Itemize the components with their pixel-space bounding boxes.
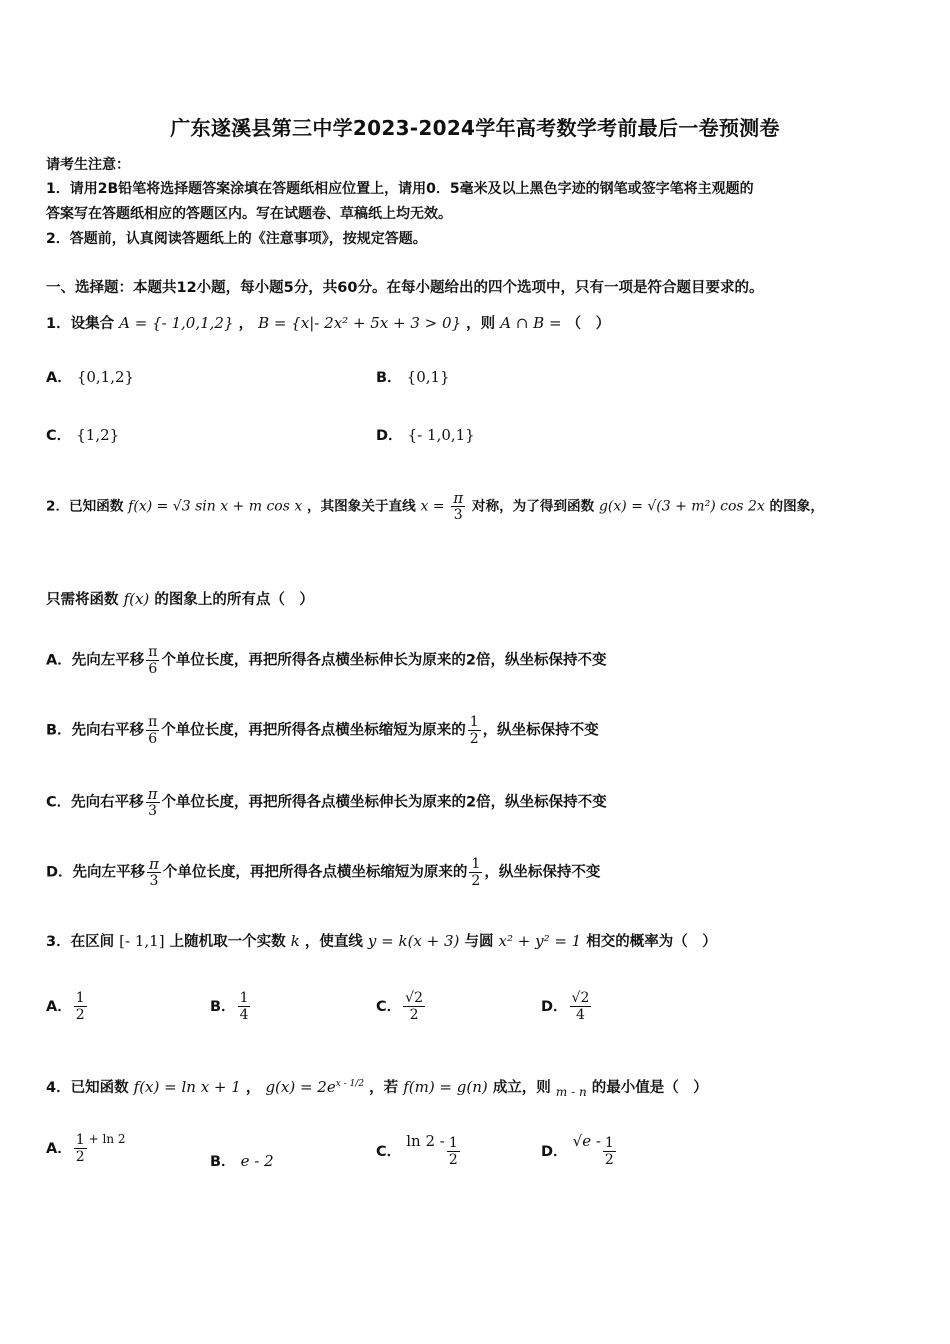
frac-num: π bbox=[147, 785, 158, 803]
notice-line-1a: 1．请用2B铅笔将选择题答案涂填在答题纸相应位置上，请用0．5毫米及以上黑色字迹的钢笔或签字笔将主观题的 bbox=[46, 181, 754, 197]
option-text: {1,2} bbox=[76, 426, 120, 444]
frac-den: 4 bbox=[239, 1007, 249, 1023]
q1-set-a: A = {- 1,0,1,2} bbox=[119, 314, 234, 332]
q2-three: 3 bbox=[453, 507, 463, 523]
q2-g: g(x) = √(3 + m²) cos 2x bbox=[598, 498, 765, 515]
frac-num: 1 bbox=[471, 856, 481, 872]
q1-end: （ ） bbox=[566, 316, 611, 332]
option-label: D． bbox=[46, 864, 73, 881]
q3-k: k bbox=[290, 932, 300, 950]
question-4 bbox=[46, 1076, 708, 1099]
frac-den: 3 bbox=[148, 803, 158, 819]
q2-option-c[interactable] bbox=[46, 786, 607, 819]
option-label: B． bbox=[46, 722, 72, 739]
option-text-a: 先向右平移 bbox=[71, 794, 144, 811]
q3-circle: x² + y² = 1 bbox=[498, 932, 582, 950]
question-2-line-2 bbox=[46, 588, 314, 609]
q4-m-minus-n: m - n bbox=[555, 1084, 587, 1099]
q4-option-d[interactable] bbox=[541, 1132, 618, 1168]
option-text-c: ，纵坐标保持不变 bbox=[482, 722, 599, 739]
q4-condition: f(m) = g(n) bbox=[403, 1078, 488, 1096]
option-text: {0,1,2} bbox=[76, 368, 135, 386]
option-label: B． bbox=[210, 999, 236, 1015]
option-fraction-2 bbox=[469, 856, 482, 889]
q2-f: f(x) = √3 sin x + m cos x bbox=[128, 498, 303, 515]
q4-option-b[interactable] bbox=[210, 1150, 274, 1171]
q1-option-c[interactable] bbox=[46, 424, 119, 445]
frac-den: 2 bbox=[604, 1152, 614, 1168]
option-label: C． bbox=[376, 999, 402, 1015]
q1-set-b: B = {x|- 2x² + 5x + 3 > 0} bbox=[258, 314, 462, 332]
frac-num: 1 bbox=[75, 1132, 85, 1148]
notice-heading: 请考生注意： bbox=[46, 157, 130, 173]
question-3 bbox=[46, 930, 717, 951]
frac-den: 2 bbox=[75, 1007, 85, 1023]
q1-option-b[interactable] bbox=[376, 366, 450, 387]
q4-sep: ， bbox=[245, 1080, 261, 1096]
q2-pi-over-3 bbox=[451, 490, 465, 523]
option-label: C． bbox=[46, 428, 72, 444]
option-label: B． bbox=[376, 370, 402, 386]
q2-option-d[interactable] bbox=[46, 856, 600, 889]
q4-t1: ，若 bbox=[369, 1080, 399, 1096]
option-fraction bbox=[238, 990, 251, 1023]
notice-line-2: 2．答题前，认真阅读答题纸上的《注意事项》，按规定答题。 bbox=[46, 231, 427, 247]
option-text: {- 1,0,1} bbox=[407, 426, 475, 444]
q3-prefix: 3．在区间 bbox=[46, 934, 115, 950]
option-text-b: 个单位长度，再把所得各点横坐标伸长为原来的2倍，纵坐标保持不变 bbox=[161, 794, 607, 811]
option-lead: ln 2 - bbox=[406, 1132, 445, 1150]
q2-t1: ，其图象关于直线 bbox=[307, 498, 416, 515]
frac-den: 3 bbox=[149, 873, 159, 889]
q3-line: y = k(x + 3) bbox=[367, 932, 460, 950]
option-text-a: 先向左平移 bbox=[72, 864, 146, 881]
frac-num: 1 bbox=[75, 990, 85, 1006]
q4-g: g(x) = 2e bbox=[265, 1078, 336, 1096]
frac-num: π bbox=[149, 855, 159, 873]
frac-den: 6 bbox=[148, 731, 158, 747]
option-label: A． bbox=[46, 370, 72, 386]
q2-t2: 对称，为了得到函数 bbox=[471, 498, 595, 515]
frac-num: 1 bbox=[448, 1135, 458, 1151]
frac-num: 1 bbox=[239, 990, 249, 1006]
frac-num: 1 bbox=[604, 1135, 614, 1151]
q4-option-c[interactable] bbox=[376, 1132, 462, 1168]
option-label: C． bbox=[46, 794, 72, 811]
q4-g-exponent: x - 1/2 bbox=[335, 1079, 365, 1090]
option-text: e - 2 bbox=[240, 1152, 274, 1170]
question-2 bbox=[46, 490, 824, 523]
question-1 bbox=[46, 312, 610, 333]
option-fraction bbox=[146, 714, 159, 747]
option-fraction bbox=[403, 990, 425, 1023]
option-fraction bbox=[570, 990, 592, 1023]
option-label: D． bbox=[541, 1144, 568, 1160]
option-label: B． bbox=[210, 1154, 236, 1170]
frac-num: √2 bbox=[571, 990, 590, 1006]
q1-sep: ， bbox=[238, 316, 254, 332]
option-label: A． bbox=[46, 652, 72, 669]
q3-t1: 上随机取一个实数 bbox=[169, 934, 286, 950]
q4-t3: 的最小值是（ ） bbox=[591, 1080, 708, 1096]
q1-prefix: 1．设集合 bbox=[46, 316, 115, 332]
frac-num: 1 bbox=[469, 714, 479, 730]
frac-den: 2 bbox=[75, 1149, 85, 1165]
option-fraction bbox=[603, 1135, 616, 1168]
q3-option-b[interactable] bbox=[210, 990, 252, 1023]
frac-den: 2 bbox=[469, 731, 479, 747]
section-heading: 一、选择题：本题共12小题，每小题5分，共60分。在每小题给出的四个选项中，只有一项是符合题目要求的。 bbox=[46, 280, 764, 296]
q2-option-a[interactable] bbox=[46, 644, 607, 677]
q4-f: f(x) = ln x + 1 bbox=[133, 1078, 241, 1096]
option-fraction bbox=[74, 1132, 87, 1165]
q4-t2: 成立，则 bbox=[492, 1080, 551, 1096]
option-text-b: 个单位长度，再把所得各点横坐标缩短为原来的 bbox=[162, 864, 468, 881]
option-text-a: 先向右平移 bbox=[71, 722, 145, 739]
option-label: C． bbox=[376, 1144, 402, 1160]
q3-option-d[interactable] bbox=[541, 990, 593, 1023]
option-fraction bbox=[74, 990, 87, 1023]
frac-den: 2 bbox=[409, 1007, 419, 1023]
frac-den: 2 bbox=[448, 1152, 458, 1168]
option-fraction-2 bbox=[468, 714, 481, 747]
option-text-b: 个单位长度，再把所得各点横坐标缩短为原来的 bbox=[161, 722, 466, 739]
frac-den: 4 bbox=[576, 1007, 585, 1023]
frac-num: π bbox=[148, 644, 158, 660]
q2-fx: f(x) bbox=[123, 590, 150, 608]
option-fraction bbox=[146, 786, 160, 819]
q4-option-a[interactable] bbox=[46, 1132, 126, 1165]
notice-line-1b: 答案写在答题纸相应的答题区内。写在试题卷、草稿纸上均无效。 bbox=[46, 206, 452, 222]
option-fraction bbox=[447, 1135, 460, 1168]
q1-option-d[interactable] bbox=[376, 424, 475, 445]
frac-num: √2 bbox=[405, 990, 423, 1006]
q3-t3: 与圆 bbox=[464, 934, 494, 950]
q3-option-c[interactable] bbox=[376, 990, 427, 1023]
q3-t2: ，使直线 bbox=[304, 934, 363, 950]
option-text-c: ，纵坐标保持不变 bbox=[484, 864, 601, 881]
option-label: A． bbox=[46, 999, 72, 1015]
option-text-a: 先向左平移 bbox=[71, 652, 145, 669]
q3-option-a[interactable] bbox=[46, 990, 89, 1023]
q2-line2a: 只需将函数 bbox=[46, 592, 119, 608]
q2-prefix: 2．已知函数 bbox=[46, 498, 124, 515]
option-text-b: 个单位长度，再把所得各点横坐标伸长为原来的2倍，纵坐标保持不变 bbox=[161, 652, 607, 669]
q2-option-b[interactable] bbox=[46, 714, 599, 747]
q3-t4: 相交的概率为（ ） bbox=[586, 934, 717, 950]
option-label: D． bbox=[541, 999, 568, 1015]
q2-line2b: 的图象上的所有点（ ） bbox=[154, 592, 314, 608]
q1-option-a[interactable] bbox=[46, 366, 134, 387]
frac-den: 6 bbox=[148, 661, 158, 677]
frac-den: 2 bbox=[471, 873, 481, 889]
page-title: 广东遂溪县第三中学2023-2024学年高考数学考前最后一卷预测卷 bbox=[170, 116, 780, 140]
option-label: A． bbox=[46, 1141, 72, 1157]
q4-prefix: 4．已知函数 bbox=[46, 1080, 129, 1096]
q2-pi: π bbox=[453, 489, 464, 507]
option-fraction bbox=[146, 644, 159, 677]
q1-expr: A ∩ B = bbox=[500, 314, 562, 332]
option-fraction bbox=[147, 856, 161, 889]
option-rest: + ln 2 bbox=[88, 1132, 126, 1146]
q2-line-x: x = bbox=[420, 498, 445, 515]
q3-interval: [- 1,1] bbox=[119, 932, 165, 950]
option-label: D． bbox=[376, 428, 403, 444]
q1-mid: ，则 bbox=[466, 316, 496, 332]
frac-num: π bbox=[148, 714, 158, 730]
q2-t3: 的图象， bbox=[769, 498, 824, 515]
option-lead: √e - bbox=[572, 1132, 601, 1150]
option-text: {0,1} bbox=[406, 368, 450, 386]
